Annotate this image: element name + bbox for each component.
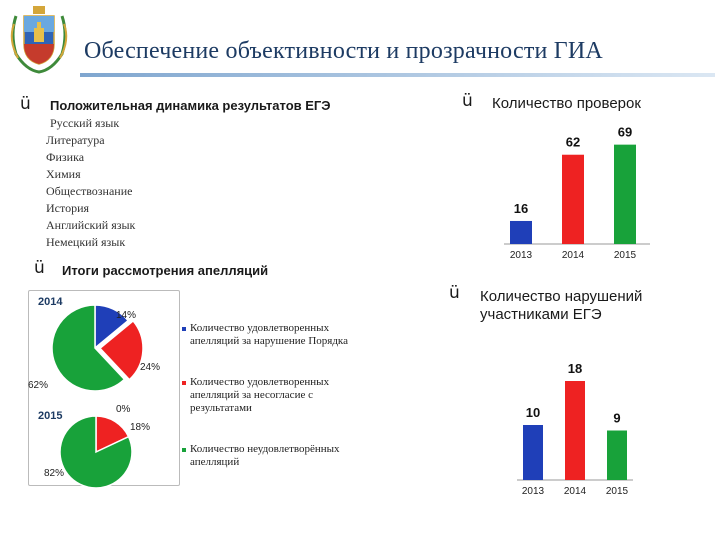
checkmark-icon: ü bbox=[20, 94, 31, 114]
violations-heading-line2: участниками ЕГЭ bbox=[480, 306, 602, 323]
x-tick-label: 2013 bbox=[521, 486, 545, 497]
legend-item bbox=[182, 376, 372, 415]
pie-slice-label: 82% bbox=[44, 468, 65, 479]
checkmark-icon: ü bbox=[449, 283, 460, 303]
pie-charts bbox=[0, 290, 200, 500]
pie-slice-label: 24% bbox=[140, 362, 161, 373]
checks-heading: Количество проверок bbox=[492, 95, 641, 112]
subject-item: Физика bbox=[46, 150, 85, 164]
pie-slice-label: 0% bbox=[116, 404, 131, 415]
checkmark-icon: ü bbox=[34, 258, 45, 278]
subject-item: Обществознание bbox=[46, 184, 133, 198]
bar bbox=[607, 431, 627, 481]
legend-label: Количество неудовлетворённых апелляций bbox=[190, 443, 340, 468]
subject-item: История bbox=[46, 201, 90, 215]
legend-item bbox=[182, 322, 372, 348]
x-tick-label: 2015 bbox=[613, 250, 637, 261]
subject-item: Химия bbox=[46, 167, 81, 181]
bar-value-label: 69 bbox=[617, 124, 633, 140]
x-tick-label: 2014 bbox=[563, 486, 587, 497]
legend-label: Количество удовлетворенных апелляций за нарушение Порядка bbox=[190, 322, 348, 347]
coat-of-arms-emblem bbox=[6, 4, 72, 74]
x-tick-label: 2015 bbox=[605, 486, 629, 497]
subject-item: Немецкий язык bbox=[46, 235, 126, 249]
bar bbox=[614, 145, 636, 244]
violations-heading-line1: Количество нарушений bbox=[480, 288, 643, 305]
pie-2015-year-label: 2015 bbox=[38, 410, 63, 422]
bar-value-label: 9 bbox=[613, 410, 621, 426]
bar bbox=[523, 425, 543, 480]
subject-item: Английский язык bbox=[46, 218, 136, 232]
bar-value-label: 16 bbox=[513, 200, 529, 216]
violations-bar-chart bbox=[495, 330, 715, 500]
bar bbox=[562, 155, 584, 244]
pie-slice-label: 14% bbox=[116, 310, 137, 321]
x-tick-label: 2014 bbox=[561, 250, 585, 261]
pie-2015 bbox=[44, 404, 150, 488]
ege-heading: Положительная динамика результатов ЕГЭ bbox=[50, 98, 331, 113]
appeals-heading: Итоги рассмотрения апелляций bbox=[62, 263, 269, 278]
legend-swatch bbox=[182, 327, 186, 331]
checkmark-icon: ü bbox=[462, 91, 473, 111]
bar-value-label: 62 bbox=[565, 134, 581, 150]
bar-value-label: 10 bbox=[525, 405, 541, 420]
legend-swatch bbox=[182, 381, 186, 385]
pie-slice-label: 62% bbox=[28, 380, 49, 391]
bar bbox=[565, 381, 585, 480]
subject-item: Литература bbox=[46, 133, 105, 147]
checks-bar-chart bbox=[490, 110, 710, 270]
legend-label: Количество удовлетворенных апелляций за несогласие с результатами bbox=[190, 376, 330, 414]
bar-value-label: 18 bbox=[567, 361, 583, 376]
legend-item bbox=[182, 443, 372, 469]
ege-subject-list bbox=[46, 115, 135, 251]
pie-2014-year-label: 2014 bbox=[38, 296, 63, 308]
x-tick-label: 2013 bbox=[509, 250, 533, 261]
legend-swatch bbox=[182, 448, 186, 452]
page-title: Обеспечение объективности и прозрачности ГИА bbox=[84, 38, 603, 64]
pie-slice-label: 18% bbox=[130, 422, 151, 433]
bar bbox=[510, 221, 532, 244]
appeals-legend bbox=[182, 322, 372, 469]
title-underline bbox=[80, 73, 715, 77]
subject-item: Русский язык bbox=[50, 116, 120, 130]
pie-2014 bbox=[28, 305, 160, 391]
